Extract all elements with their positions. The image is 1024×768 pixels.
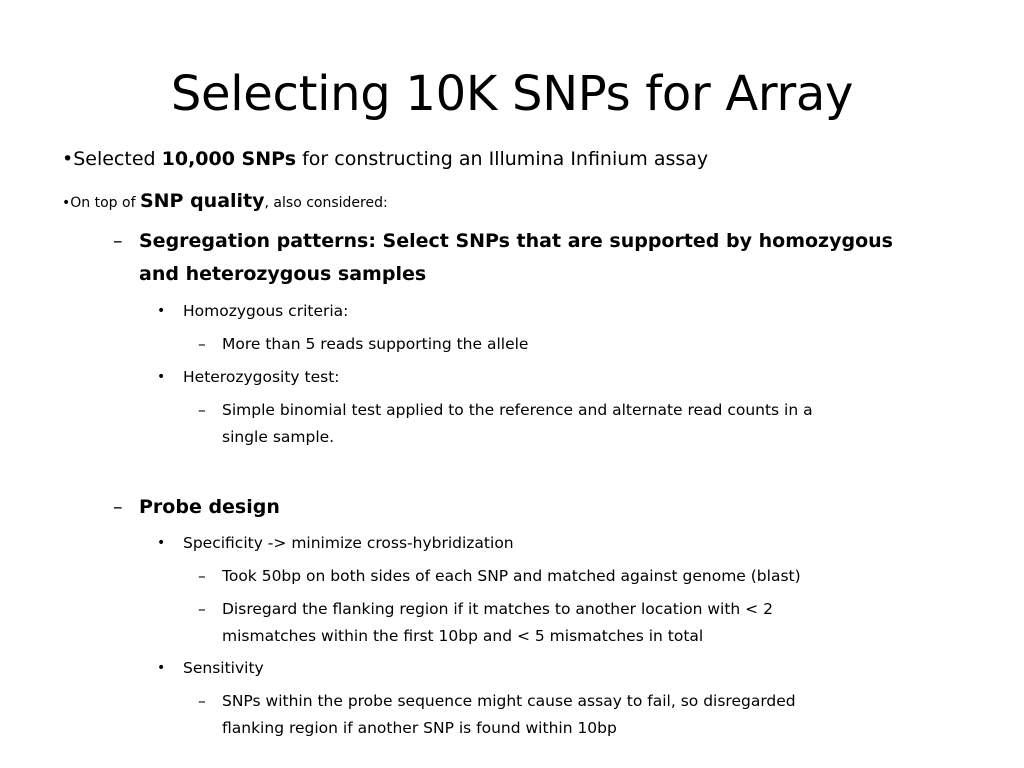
bullet-marker: • (62, 148, 74, 170)
heterozygosity-label: Heterozygosity test: (183, 368, 340, 386)
point1-suffix: for constructing an Illumina Infinium assay (296, 148, 709, 170)
segregation-heading-line1: Segregation patterns: Select SNPs that are supported by homozygous (139, 230, 893, 252)
segregation-heading-line2: and heterozygous samples (139, 263, 427, 285)
point1-bold: 10,000 SNPs (161, 148, 297, 170)
point1-prefix: Selected (73, 148, 162, 170)
homozygous-label: Homozygous criteria: (183, 302, 349, 320)
dash-marker: – (198, 567, 206, 585)
slide-title: Selecting 10K SNPs for Array (170, 66, 854, 122)
dash-marker: – (198, 600, 206, 618)
heterozygosity-detail-line1: Simple binomial test applied to the reference and alternate read counts in a (222, 401, 813, 419)
bullet-marker: • (157, 660, 166, 676)
bullet-snp-quality (62, 188, 388, 216)
specificity-detail-2-line2: mismatches within the first 10bp and < 5 mismatches in total (222, 627, 704, 645)
bullet-marker: • (157, 369, 166, 385)
specificity-detail-1: Took 50bp on both sides of each SNP and matched against genome (blast) (222, 567, 801, 585)
dash-marker: – (113, 230, 123, 252)
bullet-marker: • (157, 535, 166, 551)
point2-suffix: , also considered: (264, 195, 388, 211)
bullet-marker: • (157, 303, 166, 319)
homozygous-detail: More than 5 reads supporting the allele (222, 335, 529, 353)
dash-marker: – (198, 401, 206, 419)
heterozygosity-detail-line2: single sample. (222, 428, 335, 446)
sensitivity-detail-line1: SNPs within the probe sequence might cause assay to fail, so disregarded (222, 692, 796, 710)
bullet-marker: • (62, 195, 71, 211)
point2-bold: SNP quality (139, 190, 265, 212)
probe-design-heading: Probe design (139, 496, 280, 518)
sensitivity-label: Sensitivity (183, 659, 264, 677)
bullet-selected-snps (62, 146, 708, 172)
dash-marker: – (198, 692, 206, 710)
specificity-label: Specificity -> minimize cross-hybridization (183, 534, 514, 552)
sensitivity-detail-line2: flanking region if another SNP is found within 10bp (222, 719, 617, 737)
point2-prefix: On top of (70, 195, 140, 211)
dash-marker: – (198, 335, 206, 353)
specificity-detail-2-line1: Disregard the flanking region if it matches to another location with < 2 (222, 600, 773, 618)
dash-marker: – (113, 496, 123, 518)
